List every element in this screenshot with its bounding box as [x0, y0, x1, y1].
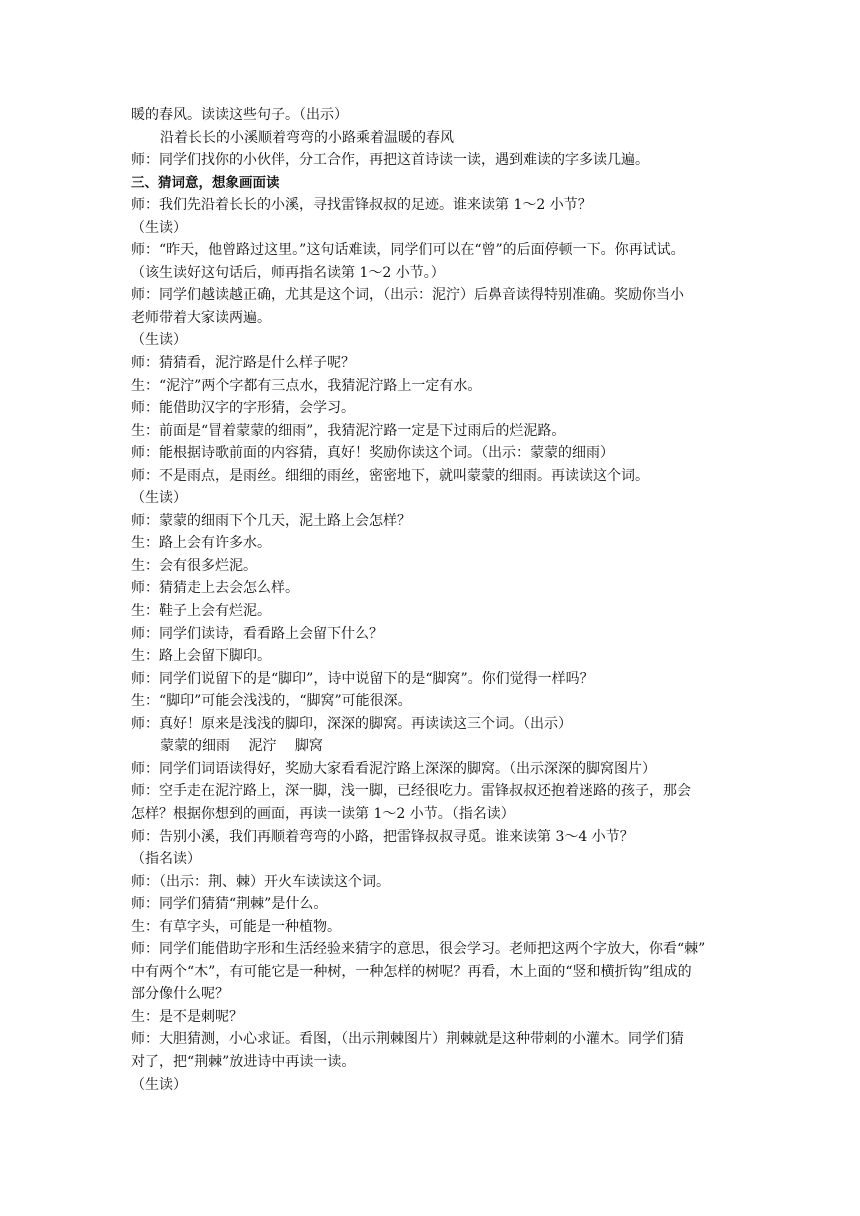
text-line: 中有两个“木”，有可能它是一种树，一种怎样的树呢？再看，木上面的“竖和横折钩”组成的 — [131, 963, 692, 980]
text-line: 师：大胆猜测，小心求证。看图，（出示荆棘图片）荆棘就是这种带刺的小灌木。同学们猜 — [131, 1031, 684, 1048]
text-line: 生：是不是刺呢？ — [131, 1008, 243, 1025]
text-line: 生：有草字头，可能是一种植物。 — [131, 918, 341, 935]
text-line: （生读） — [131, 490, 187, 507]
text-line: 对了，把“荆棘”放进诗中再读一读。 — [131, 1053, 356, 1070]
text-line: 师：同学们越读越正确，尤其是这个词，（出示：泥泞）后鼻音读得特别准确。奖励你当小 — [131, 287, 684, 304]
text-line: 师：同学们猜猜“荆棘”是什么。 — [131, 896, 328, 913]
text-line: 师：同学们词语读得好，奖励大家看看泥泞路上深深的脚窝。（出示深深的脚窝图片） — [131, 760, 656, 777]
text-line: 暖的春风。读读这些句子。（出示） — [131, 107, 348, 123]
text-line: 生：鞋子上会有烂泥。 — [131, 603, 271, 620]
text-line: （生读） — [131, 219, 187, 236]
text-line: （指名读） — [131, 851, 201, 868]
text-line: 师：不是雨点，是雨丝。细细的雨丝，密密地下，就叫蒙蒙的细雨。再读读这个词。 — [131, 467, 649, 484]
text-line: 师：蒙蒙的细雨下个几天，泥土路上会怎样？ — [131, 512, 411, 529]
text-line: 部分像什么呢？ — [131, 986, 229, 1003]
text-line: 师：猜猜走上去会怎么样。 — [131, 580, 299, 597]
text-line: 生：路上会留下脚印。 — [131, 648, 271, 665]
text-line: 师：能借助汉字的字形猜，会学习。 — [131, 400, 355, 417]
text-line: 师：空手走在泥泞路上，深一脚，浅一脚，已经很吃力。雷锋叔叔还抱着迷路的孩子，那会 — [131, 783, 691, 800]
text-line: 生：“泥泞”两个字都有三点水，我猜泥泞路上一定有水。 — [131, 377, 482, 394]
text-line: 师：同学们说留下的是“脚印”，诗中说留下的是“脚窝”。你们觉得一样吗？ — [131, 670, 594, 687]
text-line: 师：猜猜看，泥泞路是什么样子呢？ — [131, 355, 355, 372]
document-body — [131, 104, 731, 1096]
text-line: （该生读好这句话后，师再指名读第 1～2 小节。） — [131, 264, 445, 281]
text-line: 蒙蒙的细雨 泥泞 脚窝 — [160, 738, 323, 755]
text-line: 生：路上会有许多水。 — [131, 535, 271, 552]
text-line: 生：“脚印”可能会浅浅的，“脚窝”可能很深。 — [131, 693, 412, 710]
text-line: 师：“昨天，他曾路过这里。”这句话难读，同学们可以在“曾”的后面停顿一下。你再试试。 — [131, 242, 685, 259]
text-line: 老师带着大家读两遍。 — [131, 309, 271, 326]
text-line: 师：同学们能借助字形和生活经验来猜字的意思，很会学习。老师把这两个字放大，你看“棘” — [131, 941, 706, 958]
text-line: 师：告别小溪，我们再顺着弯弯的小路，把雷锋叔叔寻觅。谁来读第 3～4 小节？ — [131, 828, 634, 845]
text-line: 生：会有很多烂泥。 — [131, 557, 257, 574]
text-line: 师：真好！原来是浅浅的脚印，深深的脚窝。再读读这三个词。（出示） — [131, 715, 572, 732]
text-line: 师：同学们读诗，看看路上会留下什么？ — [131, 625, 383, 642]
text-line: 师：我们先沿着长长的小溪，寻找雷锋叔叔的足迹。谁来读第 1～2 小节？ — [131, 197, 592, 214]
text-line: 生：前面是“冒着蒙蒙的细雨”，我猜泥泞路一定是下过雨后的烂泥路。 — [131, 422, 566, 439]
text-line: 师：能根据诗歌前面的内容猜，真好！奖励你读这个词。（出示：蒙蒙的细雨） — [131, 445, 614, 462]
text-line: 师：同学们找你的小伙伴，分工合作，再把这首诗读一读，遇到难读的字多读几遍。 — [131, 152, 649, 169]
text-line: 师：（出示：荆、棘）开火车读读这个词。 — [131, 873, 390, 890]
section-heading: 三、猜词意，想象画面读 — [131, 174, 280, 191]
text-line: 沿着长长的小溪顺着弯弯的小路乘着温暖的春风 — [160, 129, 454, 146]
text-line: （生读） — [131, 1076, 187, 1093]
text-line: 怎样？根据你想到的画面，再读一读第 1～2 小节。（指名读） — [131, 805, 515, 822]
text-line: （生读） — [131, 332, 187, 349]
